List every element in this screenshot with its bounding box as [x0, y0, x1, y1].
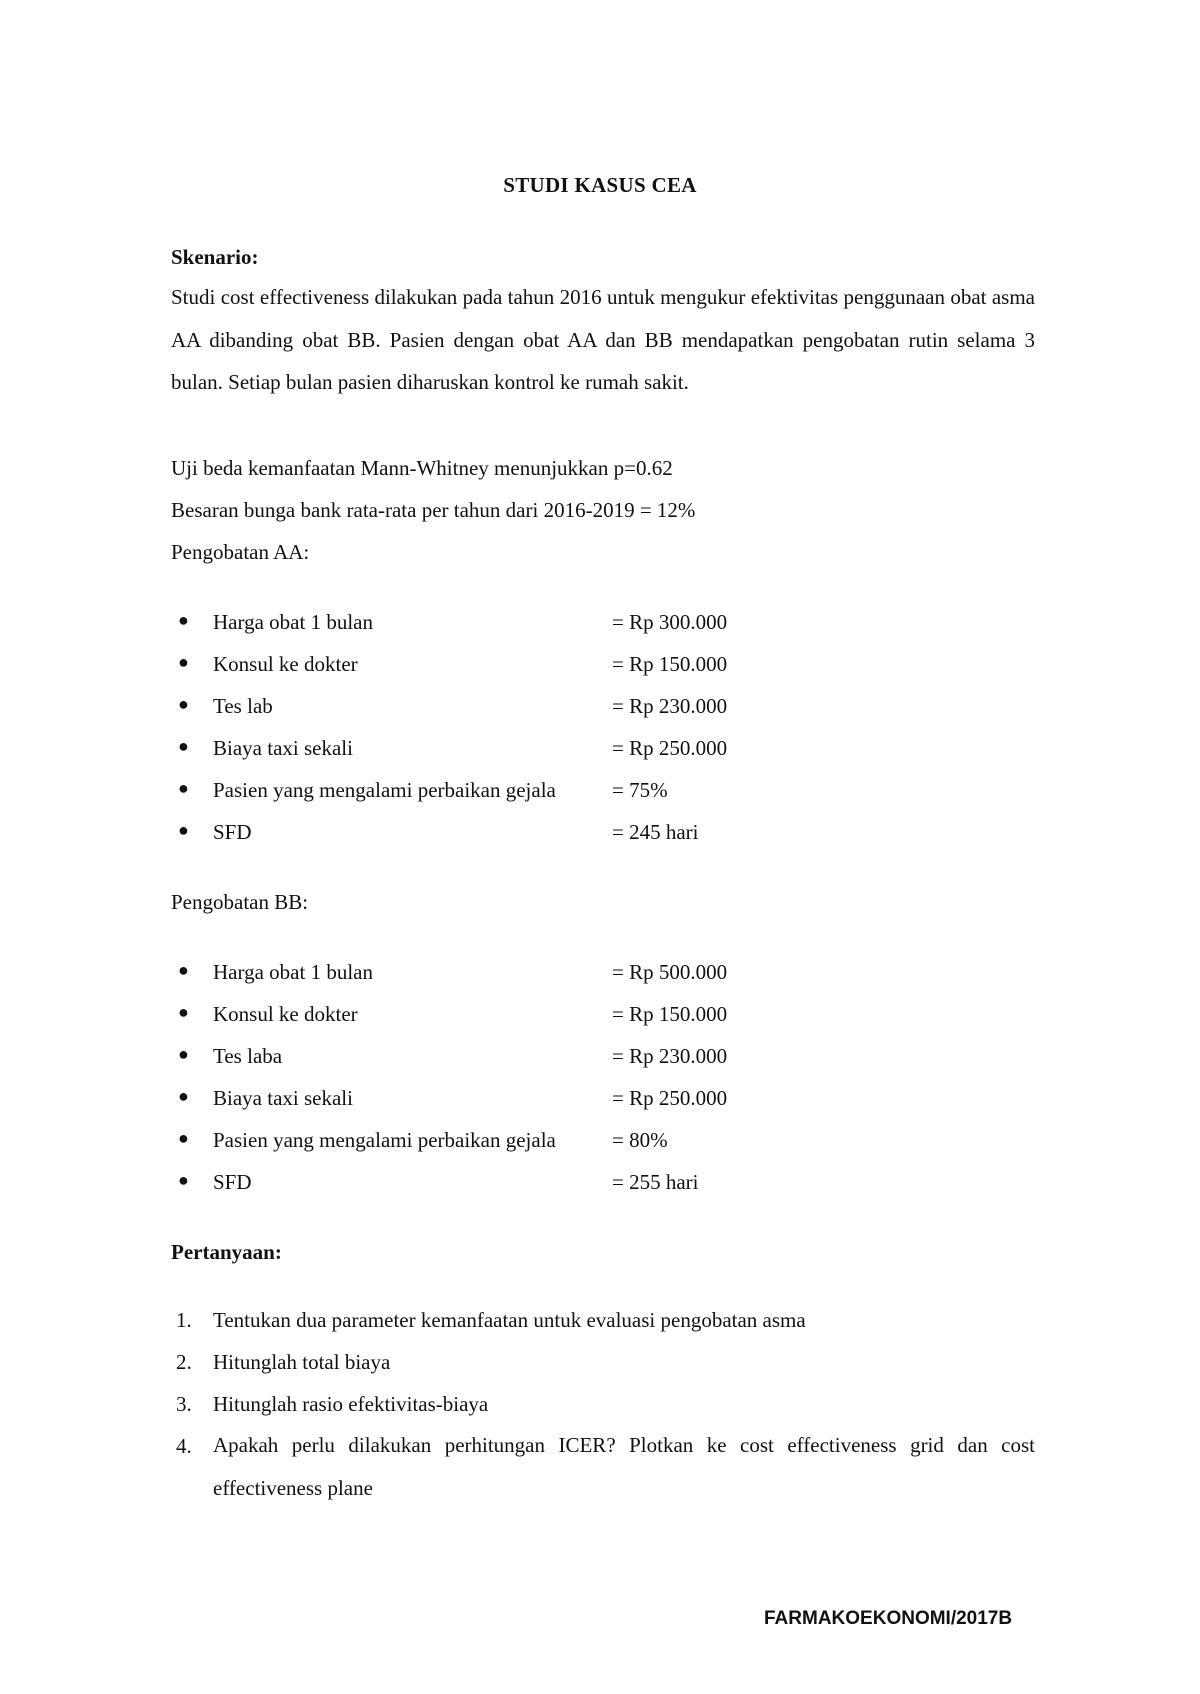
item-value: = Rp 250.000: [612, 1086, 728, 1110]
item-label: Pasien yang mengalami perbaikan gejala: [213, 778, 556, 802]
bullet-icon: ●: [178, 610, 189, 630]
item-value: = 75%: [612, 778, 668, 802]
item-value: = Rp 150.000: [612, 652, 728, 676]
list-item: [0, 610, 1200, 640]
list-item: [0, 652, 1200, 682]
item-label: Biaya taxi sekali: [213, 1086, 353, 1110]
item-value: = Rp 230.000: [612, 1044, 728, 1068]
question-number: 2.: [176, 1350, 192, 1374]
bullet-icon: ●: [178, 652, 189, 672]
skenario-paragraph: Studi cost effectiveness dilakukan pada tahun 2016 untuk mengukur efektivitas penggunaan obat asma AA dibanding obat BB. Pasien dengan obat AA dan BB mendapatkan pengobatan rutin selama 3 bulan. Setiap bulan pasien diharuskan kontrol ke rumah sakit.: [171, 285, 1035, 394]
item-value: = Rp 300.000: [612, 610, 728, 634]
bullet-icon: ●: [178, 1086, 189, 1106]
item-label: Harga obat 1 bulan: [213, 960, 373, 984]
item-value: = 80%: [612, 1128, 668, 1152]
treatment-aa-heading: Pengobatan AA:: [171, 540, 310, 564]
list-item: [0, 960, 1200, 990]
mann-whitney-line: Uji beda kemanfaatan Mann-Whitney menunjukkan p=0.62: [171, 456, 673, 480]
item-label: Tes laba: [213, 1044, 283, 1068]
item-value: = 255 hari: [612, 1170, 699, 1194]
list-item: [0, 1128, 1200, 1158]
list-item: [0, 778, 1200, 808]
item-label: Konsul ke dokter: [213, 1002, 358, 1026]
bullet-icon: ●: [178, 778, 189, 798]
interest-rate-line: Besaran bunga bank rata-rata per tahun dari 2016-2019 = 12%: [171, 498, 696, 522]
list-item: [0, 1044, 1200, 1074]
list-item: [0, 820, 1200, 850]
question-text: Hitunglah total biaya: [213, 1350, 391, 1374]
list-item: [0, 1170, 1200, 1200]
list-item: [0, 1086, 1200, 1116]
bullet-icon: ●: [178, 1128, 189, 1148]
item-label: Pasien yang mengalami perbaikan gejala: [213, 1128, 556, 1152]
question-number: 1.: [176, 1308, 192, 1332]
page-title: STUDI KASUS CEA: [503, 173, 697, 197]
question-text: Hitunglah rasio efektivitas-biaya: [213, 1392, 489, 1416]
footer-label: FARMAKOEKONOMI/2017B: [764, 1608, 1013, 1629]
list-item: [0, 694, 1200, 724]
bullet-icon: ●: [178, 736, 189, 756]
item-label: Tes lab: [213, 694, 273, 718]
question-number: 4.: [176, 1434, 192, 1458]
item-label: Konsul ke dokter: [213, 652, 358, 676]
question-text: Tentukan dua parameter kemanfaatan untuk evaluasi pengobatan asma: [213, 1308, 806, 1332]
skenario-heading: Skenario:: [171, 245, 259, 269]
item-label: SFD: [213, 1170, 252, 1194]
bullet-icon: ●: [178, 960, 189, 980]
question-number: 3.: [176, 1392, 192, 1416]
bullet-icon: ●: [178, 820, 189, 840]
bullet-icon: ●: [178, 1002, 189, 1022]
item-label: Biaya taxi sekali: [213, 736, 353, 760]
item-value: = Rp 230.000: [612, 694, 728, 718]
bullet-icon: ●: [178, 1044, 189, 1064]
item-value: = Rp 500.000: [612, 960, 728, 984]
list-item: [0, 736, 1200, 766]
item-value: = 245 hari: [612, 820, 699, 844]
list-item: [0, 1002, 1200, 1032]
question-text: Apakah perlu dilakukan perhitungan ICER? Plotkan ke cost effectiveness grid dan cost effectiveness plane: [213, 1433, 1035, 1500]
treatment-bb-heading: Pengobatan BB:: [171, 890, 309, 914]
questions-heading: Pertanyaan:: [171, 1240, 282, 1264]
bullet-icon: ●: [178, 694, 189, 714]
bullet-icon: ●: [178, 1170, 189, 1190]
item-label: Harga obat 1 bulan: [213, 610, 373, 634]
item-value: = Rp 250.000: [612, 736, 728, 760]
item-value: = Rp 150.000: [612, 1002, 728, 1026]
item-label: SFD: [213, 820, 252, 844]
